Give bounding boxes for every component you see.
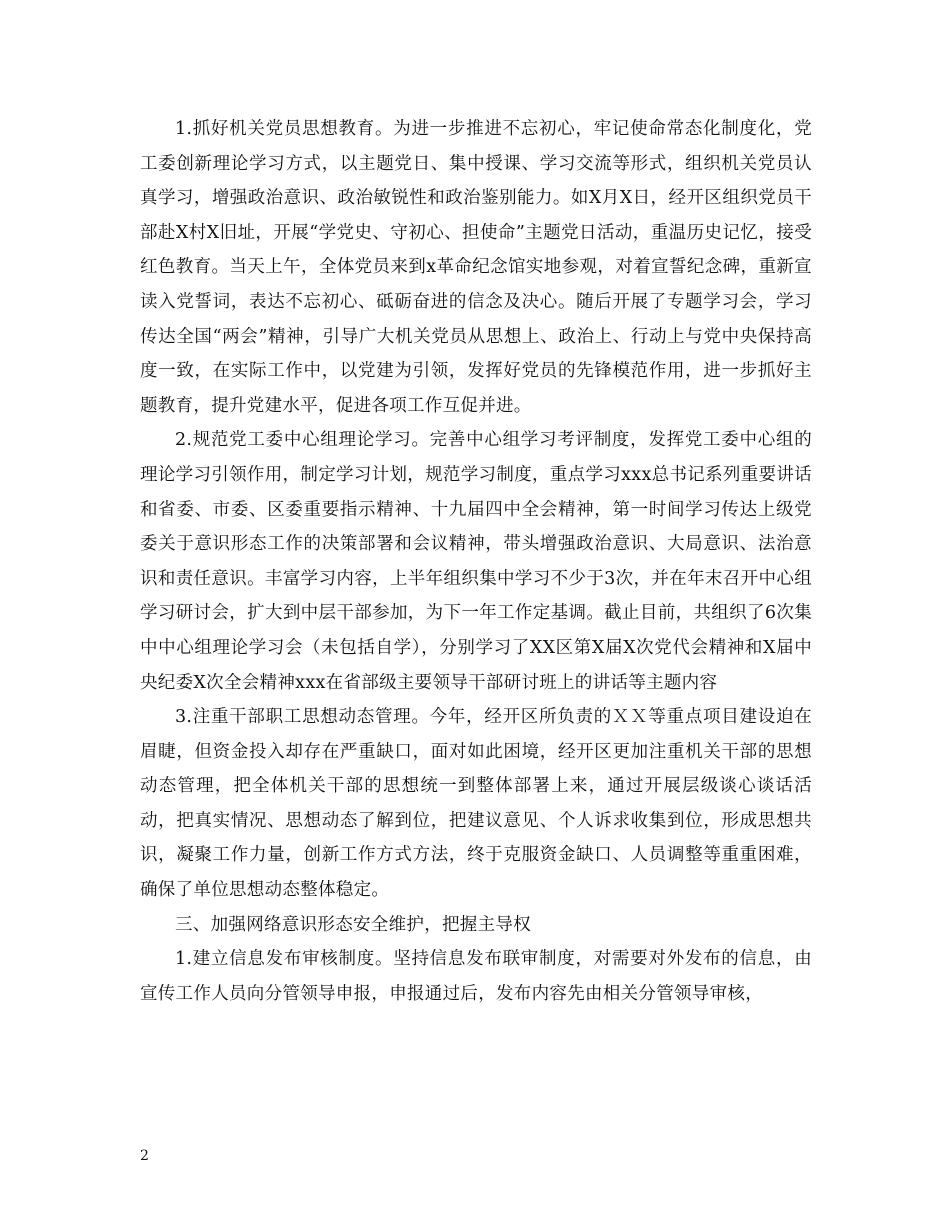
page-number: 2 (140, 1148, 149, 1164)
document-body (140, 112, 812, 1011)
paragraph-info-release-review: 1.建立信息发布审核制度。坚持信息发布联审制度，对需要对外发布的信息，由宣传工作人员向分管领导申报，申报通过后，发布内容先由相关分管领导审核， (140, 949, 812, 1004)
paragraph-central-group-study: 2.规范党工委中心组理论学习。完善中心组学习考评制度，发挥党工委中心组的理论学习引领作用，制定学习计划，规范学习制度，重点学习xxx总书记系列重要讲话和省委、市委、区委重要指示精神、十九届四中全会精神，第一时间学习传达上级党委关于意识形态工作的决策部署和会议精神，带头增强政治意识、大局意识、法治意识和责任意识。丰富学习内容，上半年组织集中学习不少于3次，并在年末召开中心组学习研讨会，扩大到中层干部参加，为下一年工作定基调。截止目前，共组织了6次集中中心组理论学习会（未包括自学），分别学习了XX区第X届X次党代会精神和X届中央纪委X次全会精神xxx在省部级主要领导干部研讨班上的讲话等主题内容 (140, 430, 812, 693)
section-heading-network-ideology: 三、加强网络意识形态安全维护，把握主导权 (175, 914, 531, 935)
paragraph-ideological-dynamics: 3.注重干部职工思想动态管理。今年，经开区所负责的ＸＸ等重点项目建设迫在眉睫，但资金投入却存在严重缺口，面对如此困境，经开区更加注重机关干部的思想动态管理，把全体机关干部的思想统一到整体部署上来，通过开展层级谈心谈话活动，把真实情况、思想动态了解到位，把建议意见、个人诉求收集到位，形成思想共识，凝聚工作力量，创新工作方式方法，终于克服资金缺口、人员调整等重重困难，确保了单位思想动态整体稳定。 (140, 707, 812, 901)
paragraph-party-member-education: 1.抓好机关党员思想教育。为进一步推进不忘初心，牢记使命常态化制度化，党工委创新理论学习方式，以主题党日、集中授课、学习交流等形式，组织机关党员认真学习，增强政治意识、政治敏锐性和政治鉴别能力。如X月X日，经开区组织党员干部赴X村X旧址，开展“学党史、守初心、担使命”主题党日活动，重温历史记忆，接受红色教育。当天上午，全体党员来到x革命纪念馆实地参观，对着宣誓纪念碑，重新宣读入党誓词，表达不忘初心、砥砺奋进的信念及决心。随后开展了专题学习会，学习传达全国“两会”精神，引导广大机关党员从思想上、政治上、行动上与党中央保持高度一致，在实际工作中，以党建为引领，发挥好党员的先锋模范作用，进一步抓好主题教育，提升党建水平，促进各项工作互促并进。 (140, 119, 812, 416)
